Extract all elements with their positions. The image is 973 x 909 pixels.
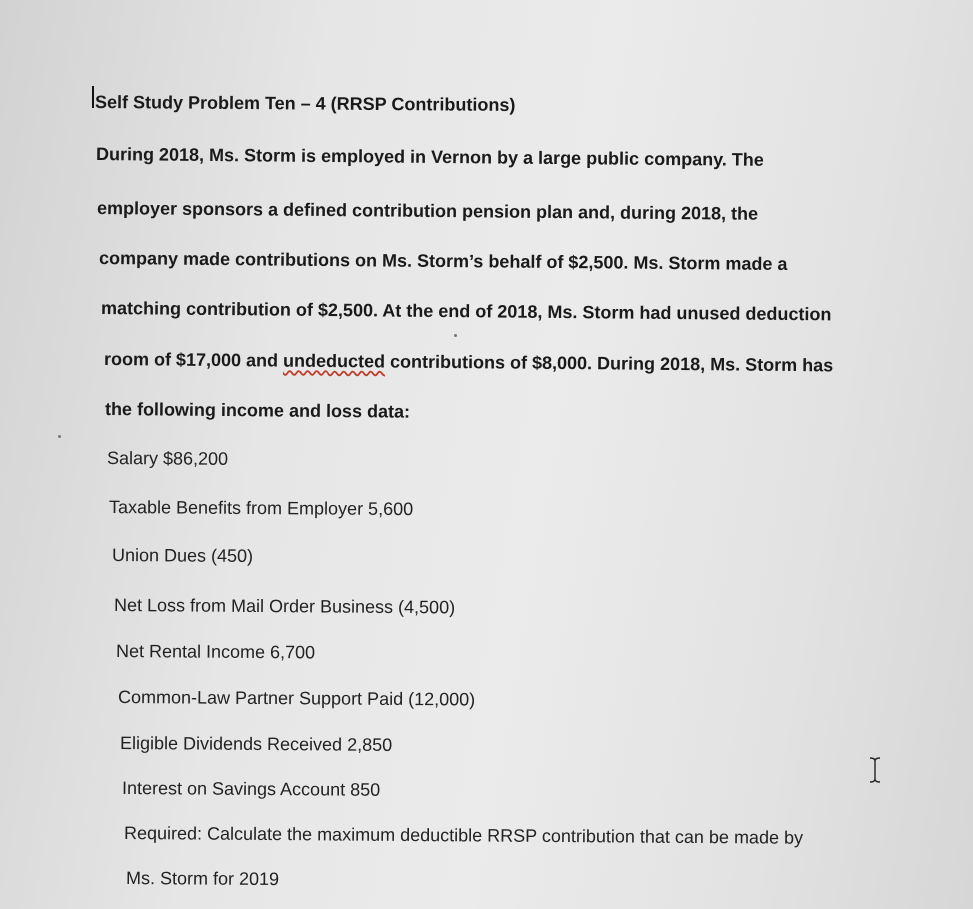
income-item-net-loss-business: Net Loss from Mail Order Business (4,500)	[113, 595, 456, 618]
stray-dot	[58, 435, 61, 438]
income-item-net-rental-income: Net Rental Income 6,700	[115, 641, 316, 663]
paragraph-line-3: company made contributions on Ms. Storm’s behalf of $2,500. Ms. Storm made a	[98, 248, 788, 275]
paragraph-line-4: matching contribution of $2,500. At the end of 2018, Ms. Storm had unused deduction	[100, 298, 832, 325]
paragraph-line-5-start: room of $17,000 and	[103, 349, 279, 371]
paragraph-line-6: the following income and loss data:	[104, 399, 411, 422]
problem-title: Self Study Problem Ten – 4 (RRSP Contributions)	[94, 92, 516, 115]
income-item-eligible-dividends: Eligible Dividends Received 2,850	[119, 733, 393, 755]
stray-dot	[454, 334, 457, 337]
paragraph-line-1: During 2018, Ms. Storm is employed in Vernon by a large public company. The	[95, 144, 764, 170]
spellcheck-word-undeducted[interactable]: undeducted	[282, 350, 386, 372]
text-caret	[92, 86, 94, 108]
paragraph-line-2: employer sponsors a defined contribution pension plan and, during 2018, the	[96, 198, 759, 224]
income-item-interest-savings: Interest on Savings Account 850	[121, 778, 381, 800]
required-line-2: Ms. Storm for 2019	[125, 868, 280, 890]
income-item-taxable-benefits: Taxable Benefits from Employer 5,600	[108, 497, 414, 520]
income-item-salary: Salary $86,200	[106, 448, 229, 469]
required-line-1: Required: Calculate the maximum deductible RRSP contribution that can be made by	[123, 823, 804, 848]
income-item-partner-support: Common-Law Partner Support Paid (12,000)	[117, 687, 476, 710]
i-beam-cursor-icon	[866, 756, 884, 784]
paragraph-line-5	[104, 347, 833, 377]
paragraph-line-5-end: contributions of $8,000. During 2018, Ms. Storm has	[389, 351, 834, 376]
income-item-union-dues: Union Dues (450)	[111, 545, 254, 566]
